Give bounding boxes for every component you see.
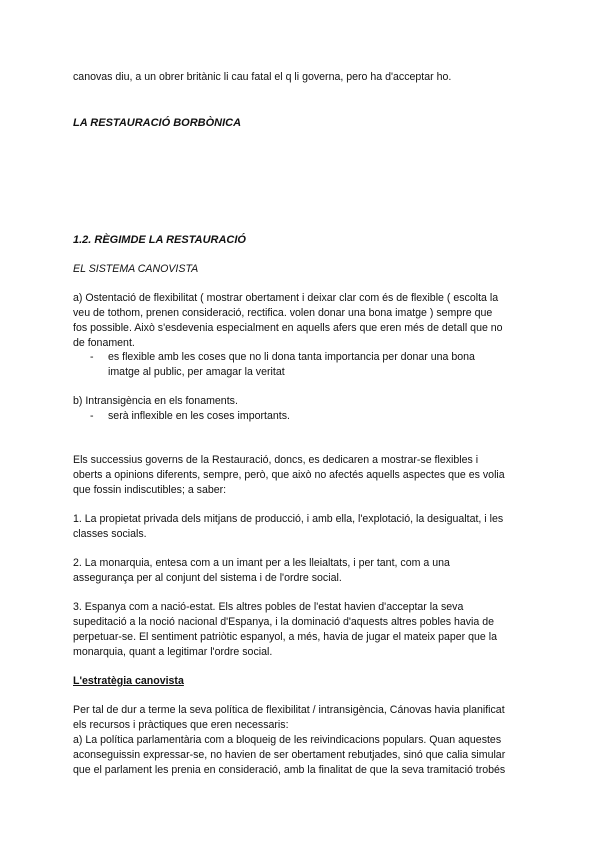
para-a-line-3: fos possible. Això s'esdevenia especialment en aquells afers que eren més de detall que no: [73, 322, 503, 334]
para-b-bullet-line-1: serà inflexible en les coses importants.: [108, 410, 290, 422]
numbered-item-3-line: perpetuar-se. El sentiment patriòtic espanyol, a més, havia de jugar el mateix paper que la: [73, 631, 497, 643]
para-a-line-2: veu de tothom, prenen consideració, rectifica. volen donar una bona imatge ) sempre que: [73, 307, 493, 319]
strategy-line: els recursos i pràctiques que eren necessaris:: [73, 719, 289, 731]
numbered-item-2-line: assegurança per al conjunt del sistema i de l'ordre social.: [73, 572, 342, 584]
paragraph-line: Els successius governs de la Restauració, doncs, es dedicaren a mostrar-se flexibles i: [73, 454, 479, 466]
paragraph-line: oberts a opinions diferents, sempre, però, que això no afectés aquells aspectes que es volia: [73, 469, 505, 481]
numbered-item-1-line: classes socials.: [73, 528, 147, 540]
numbered-item-1-line: 1. La propietat privada dels mitjans de producció, i amb ella, l'explotació, la desigualtat, i les: [73, 513, 504, 525]
para-b-line-1: b) Intransigència en els fonaments.: [73, 395, 238, 407]
subsection-title: 1.2. RÈGIMDE LA RESTAURACIÓ: [73, 234, 246, 246]
strategy-line: que el parlament les prenia en consideració, amb la finalitat de que la seva tramitació trobés: [73, 764, 506, 776]
section-title: LA RESTAURACIÓ BORBÒNICA: [73, 117, 242, 129]
para-a-bullet-line-1: es flexible amb les coses que no li dona tanta importancia per donar una bona: [108, 351, 475, 363]
intro-line: canovas diu, a un obrer britànic li cau fatal el q li governa, pero ha d'acceptar ho.: [73, 71, 452, 83]
paragraph-line: que fossin indiscutibles; a saber:: [73, 484, 227, 496]
strategy-line: Per tal de dur a terme la seva política de flexibilitat / intransigència, Cánovas havia planificat: [73, 704, 505, 716]
bullet-dash: -: [90, 410, 94, 422]
numbered-item-2-line: 2. La monarquia, entesa com a un imant per a les lleialtats, i per tant, com a una: [73, 557, 450, 569]
strategy-line: aconseguissin expressar-se, no havien de ser obertament rebutjades, sinó que calia simular: [73, 749, 506, 761]
numbered-item-3-line: 3. Espanya com a nació-estat. Els altres pobles de l'estat havien d'acceptar la seva: [73, 601, 464, 613]
system-title: EL SISTEMA CANOVISTA: [73, 263, 199, 275]
strategy-line: a) La política parlamentària com a bloqueig de les reivindicacions populars. Quan aquestes: [73, 734, 502, 746]
strategy-title: L'estratègia canovista: [73, 675, 184, 687]
bullet-dash: -: [90, 351, 94, 363]
numbered-item-3-line: supeditació a la noció nacional d'Espanya, i la dominació d'aquests altres pobles havia de: [73, 616, 495, 628]
para-a-bullet-line-2: imatge al public, per amagar la veritat: [108, 366, 285, 378]
numbered-item-3-line: monarquia, quant a legitimar l'ordre social.: [73, 646, 273, 658]
para-a-line-4: de fonament.: [73, 337, 135, 349]
para-a-line-1: a) Ostentació de flexibilitat ( mostrar obertament i deixar clar com és de flexible ( escolta la: [73, 292, 499, 304]
